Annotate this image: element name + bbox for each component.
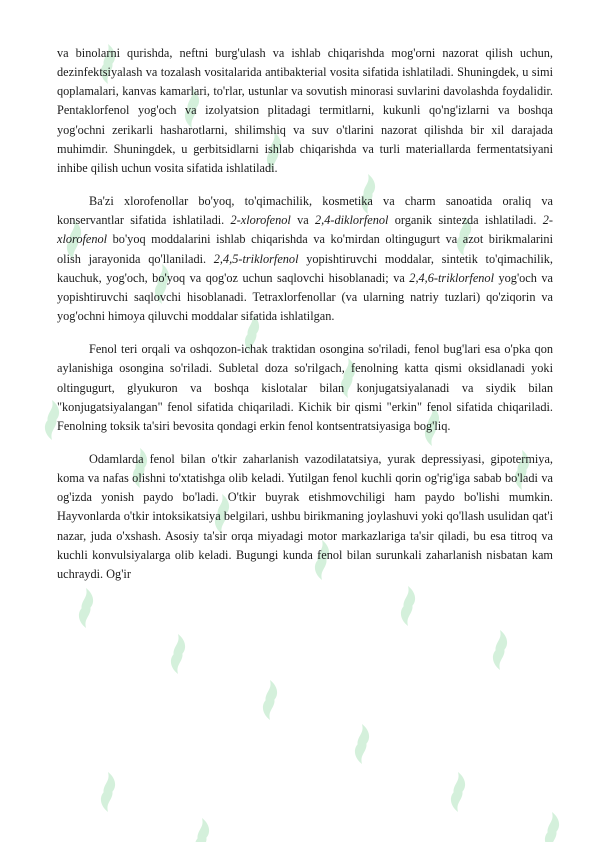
italic-term: 2-xlorofenol xyxy=(230,213,291,228)
paragraph-gap xyxy=(57,178,553,192)
italic-term: 2,4,5-triklorfenol xyxy=(213,251,299,266)
text-run: yog'och va yopishtiruvchi saqlovchi hisoblanadi. Tetraxlorfenollar (va ularning natriy tuzlari) qo'ziqorin va yog'ochni himoya qiluvchi moddalar sifatida ishlatilgan. xyxy=(57,270,554,324)
text-run: Ba'zi xlorofenollar bo'yoq, to'qimachilik, kosmetika va charm sanoatida oraliq va konservantlar sifatida ishlatiladi. xyxy=(57,194,553,228)
leaf-logo-icon xyxy=(396,584,420,628)
text-run: organik sintezda ishlatiladi. xyxy=(388,213,543,228)
leaf-logo-icon xyxy=(446,770,470,814)
italic-term: 2,4,6-triklorfenol xyxy=(409,270,495,285)
italic-term: 2-xlorofenol xyxy=(57,213,553,247)
document-body xyxy=(57,44,553,584)
leaf-logo-icon xyxy=(258,678,282,722)
leaf-logo-icon xyxy=(190,816,214,842)
italic-term: 2,4-diklorfenol xyxy=(315,213,389,228)
paragraph-gap xyxy=(57,326,553,340)
paragraph xyxy=(57,340,553,436)
leaf-logo-icon xyxy=(74,586,98,630)
paragraph-container xyxy=(57,44,553,584)
paragraph xyxy=(57,192,553,326)
text-run: va binolarni qurishda, neftni burg'ulash va ishlab chiqarishda mog'orni nazorat qilish uchun, dezinfektsiyalash va tozalash vositalarida antibakterial vosita sifatida ishlatiladi. Shuningdek, u simi qoplamalari, kanvas kamarlari, to'rlar, ustunlar va sovutish minorasi suvlarini davolashda foydalidir. Pentaklorfenol yog'och va izolyatsion plitadagi termitlarni, kukunli qo'ng'izlarni va boshqa yog'ochni zerikarli hasharotlarni, shilimshiq va suv o'tlarini nazorat qilishda bir xil darajada muhimdir. Shuningdek, u gerbitsidlarni ishlab chiqarishda va turli materiallarda fermentatsiyani inhibe qilish uchun vosita sifatida ishlatiladi. xyxy=(57,46,553,175)
leaf-logo-icon xyxy=(540,810,564,842)
text-run: bo'yoq moddalarini ishlab chiqarishda va ko'mirdan oltingugurt va azot birikmalarini olish jarayonida qo'llaniladi. xyxy=(57,232,553,266)
leaf-logo-icon xyxy=(96,770,120,814)
leaf-logo-icon xyxy=(166,632,190,676)
paragraph xyxy=(57,44,553,178)
text-run: yopishtiruvchi moddalar, sintetik to'qimachilik, kauchuk, yog'och, bo'yoq va qog'oz uchun saqlovchi hisoblanadi; va xyxy=(57,251,553,285)
paragraph xyxy=(57,450,553,584)
text-run: va xyxy=(290,213,316,228)
text-run: Fenol teri orqali va oshqozon-ichak traktidan osongina so'riladi, fenol bug'lari esa o'pka qon aylanishiga osongina so'riladi. Subletal doza so'rilgach, fenolning katta qismi oksidlanadi yoki oltingugurt, glyukuron va boshqa kislotalar bilan konjugatsiyalanadi va siydik bilan "konjugatsiyalangan" fenol sifatida chiqariladi. Kichik bir qismi "erkin" fenol sifatida chiqariladi. Fenolning toksik ta'siri bevosita qondagi erkin fenol kontsentratsiyasiga bog'liq. xyxy=(57,342,553,433)
leaf-logo-icon xyxy=(488,628,512,672)
text-run: Odamlarda fenol bilan o'tkir zaharlanish vazodilatatsiya, yurak depressiyasi, gipotermiya, koma va nafas olishni to'xtatishga olib keladi. Yutilgan fenol kuchli qorin og'rig'iga sabab bo'ladi va og'izda yonish paydo bo'ladi. O'tkir buyrak etishmovchiligi ham paydo bo'lishi mumkin. Hayvonlarda o'tkir intoksikatsiya belgilari, ushbu birikmaning joylashuvi yoki qo'llash usulidan qat'i nazar, juda o'xshash. Asosiy ta'sir orqa miyadagi motor markazlariga ta'sir qiladi, bu esa titroq va kuchli konvulsiyalarga olib keladi. Bugungi kunda fenol bilan surunkali zaharlanish nisbatan kam uchraydi. Og'ir xyxy=(57,451,553,581)
leaf-logo-icon xyxy=(350,722,374,766)
paragraph-gap xyxy=(57,436,553,450)
